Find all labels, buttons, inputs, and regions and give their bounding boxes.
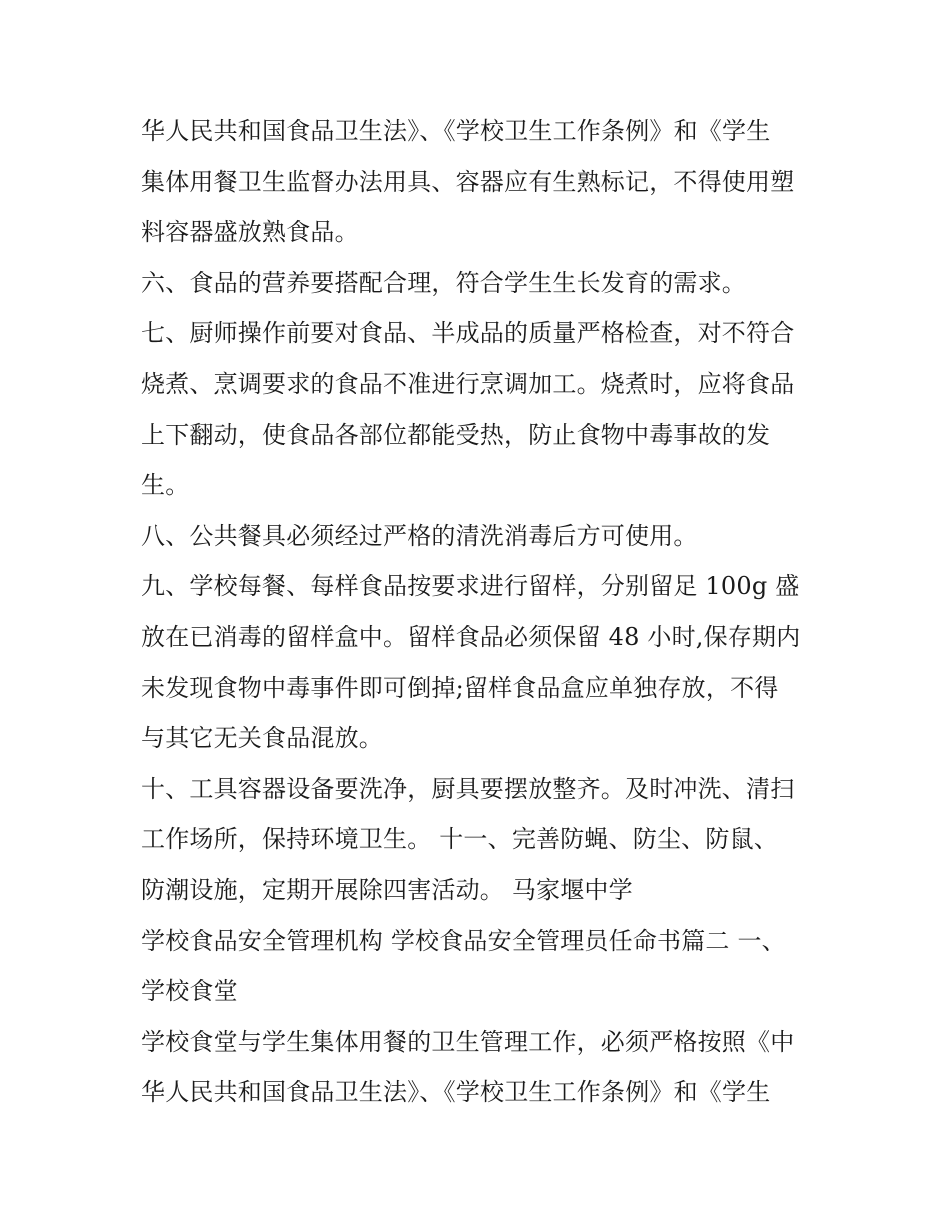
text-line: 学校食堂与学生集体用餐的卫生管理工作，必须严格按照《中 xyxy=(141,1027,795,1056)
text-line: 上下翻动，使食品各部位都能受热，防止食物中毒事故的发 xyxy=(141,420,771,449)
text-line: 十、工具容器设备要洗净，厨具要摆放整齐。及时冲洗、清扫 xyxy=(141,774,795,803)
text-line: 防潮设施，定期开展除四害活动。 马家堰中学 xyxy=(141,875,633,904)
text-line: 学校食堂 xyxy=(141,977,238,1006)
text-line: 集体用餐卫生监督办法用具、容器应有生熟标记，不得使用塑 xyxy=(141,167,795,196)
text-line: 工作场所，保持环境卫生。 十一、完善防蝇、防尘、防鼠、 xyxy=(141,825,779,854)
text-line: 生。 xyxy=(141,471,190,500)
text-line: 与其它无关食品混放。 xyxy=(141,724,383,753)
text-line: 料容器盛放熟食品。 xyxy=(141,218,359,247)
text-line: 未发现食物中毒事件即可倒掉;留样食品盒应单独存放，不得 xyxy=(141,673,779,702)
document-body xyxy=(141,106,821,1118)
text-line: 学校食品安全管理机构 学校食品安全管理员任命书篇二 一、 xyxy=(141,926,786,955)
text-line: 七、厨师操作前要对食品、半成品的质量严格检查，对不符合 xyxy=(141,319,795,348)
text-line: 六、食品的营养要搭配合理，符合学生生长发育的需求。 xyxy=(141,268,746,297)
text-line: 八、公共餐具必须经过严格的清洗消毒后方可使用。 xyxy=(141,521,698,550)
text-line: 烧煮、烹调要求的食品不准进行烹调加工。烧煮时，应将食品 xyxy=(141,369,795,398)
text-line: 放在已消毒的留样盒中。留样食品必须保留 48 小时,保存期内 xyxy=(141,622,801,651)
text-line: 九、学校每餐、每样食品按要求进行留样，分别留足 100g 盛 xyxy=(141,572,800,601)
text-line: 华人民共和国食品卫生法》、《学校卫生工作条例》和《学生 xyxy=(141,117,771,145)
text-line: 华人民共和国食品卫生法》、《学校卫生工作条例》和《学生 xyxy=(141,1078,771,1107)
